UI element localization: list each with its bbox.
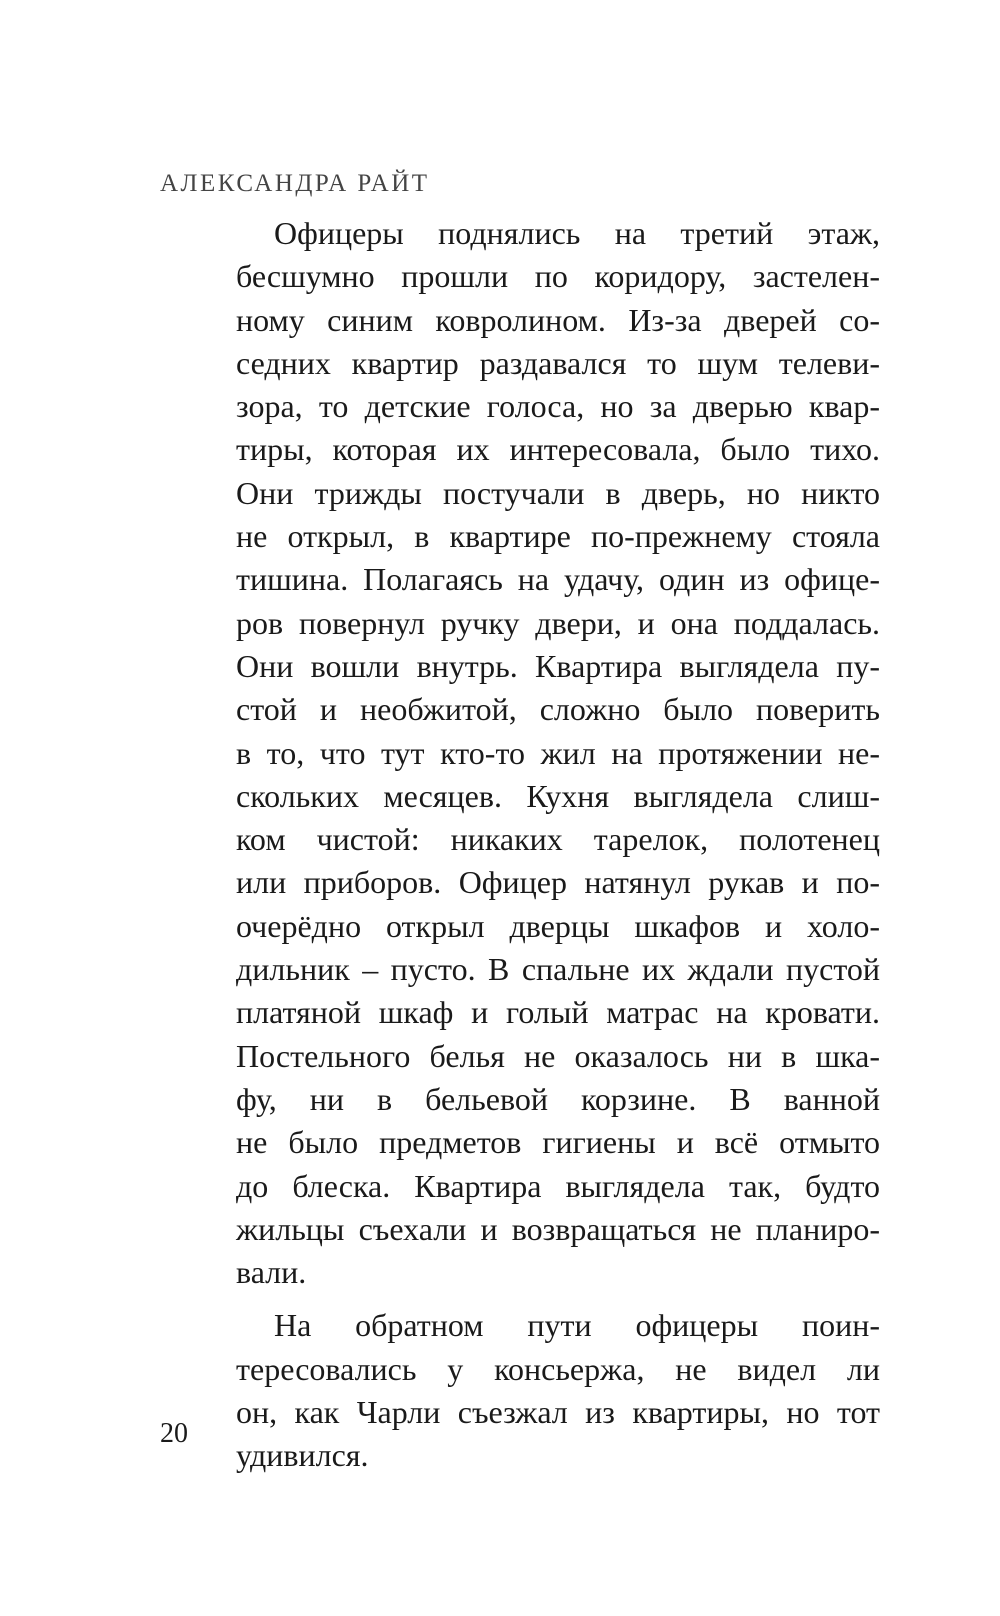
text-line: седних квартир раздавался то шум телеви- xyxy=(236,344,880,381)
body-text xyxy=(236,212,880,1478)
text-line: тиры, которая их интересовала, было тихо. xyxy=(236,431,880,468)
text-line: платяной шкаф и голый матрас на кровати. xyxy=(236,994,880,1031)
text-line: вали. xyxy=(236,1254,307,1291)
text-line: он, как Чарли съезжал из квартиры, но тот xyxy=(236,1394,880,1431)
text-line: или приборов. Офицер натянул рукав и по- xyxy=(236,864,880,901)
text-line: не открыл, в квартире по-прежнему стояла xyxy=(236,518,880,555)
text-line: ком чистой: никаких тарелок, полотенец xyxy=(236,821,880,858)
text-line: жильцы съехали и возвращаться не планиро- xyxy=(236,1210,880,1247)
paragraph-gap xyxy=(236,1294,880,1304)
text-line: зора, то детские голоса, но за дверью квар- xyxy=(236,388,880,425)
text-line: Они трижды постучали в дверь, но никто xyxy=(236,474,880,511)
text-line: удивился. xyxy=(236,1437,369,1474)
paragraph xyxy=(236,1304,880,1477)
text-line: фу, ни в бельевой корзине. В ванной xyxy=(236,1080,880,1117)
text-line: ров повернул ручку двери, и она поддалась. xyxy=(236,604,880,641)
text-line: не было предметов гигиены и всё отмыто xyxy=(236,1124,880,1161)
text-line: очерёдно открыл дверцы шкафов и холо- xyxy=(236,907,880,944)
text-line: до блеска. Квартира выглядела так, будто xyxy=(236,1167,880,1204)
paragraph xyxy=(236,212,880,1294)
text-line: в то, что тут кто-то жил на протяжении не- xyxy=(236,734,880,771)
text-line: На обратном пути офицеры поин- xyxy=(274,1307,880,1344)
text-line: тишина. Полагаясь на удачу, один из офице- xyxy=(236,561,880,598)
text-line: стой и необжитой, сложно было поверить xyxy=(236,691,880,728)
page-number: 20 xyxy=(160,1418,188,1449)
text-line: скольких месяцев. Кухня выглядела слиш- xyxy=(236,777,880,814)
running-head: АЛЕКСАНДРА РАЙТ xyxy=(160,170,430,197)
text-line: тересовались у консьержа, не видел ли xyxy=(236,1350,880,1387)
text-line: бесшумно прошли по коридору, застелен- xyxy=(236,258,880,295)
text-line: ному синим ковролином. Из-за дверей со- xyxy=(236,301,880,338)
text-line: Офицеры поднялись на третий этаж, xyxy=(274,215,880,251)
text-line: Постельного белья не оказалось ни в шка- xyxy=(236,1037,880,1074)
text-line: дильник – пусто. В спальне их ждали пустой xyxy=(236,951,880,988)
text-line: Они вошли внутрь. Квартира выглядела пу- xyxy=(236,647,880,684)
